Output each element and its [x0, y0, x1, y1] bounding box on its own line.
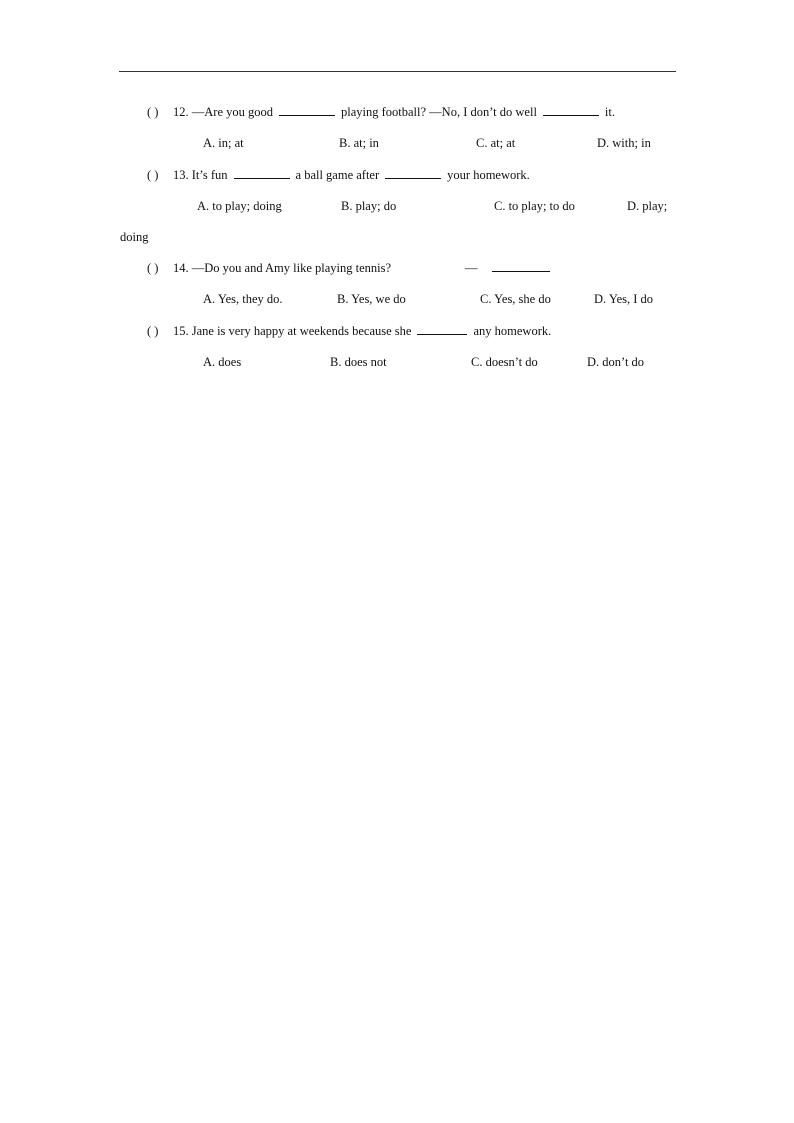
option-b: B. play; do	[341, 199, 397, 213]
option-d: D. Yes, I do	[594, 292, 654, 306]
answer-paren: ( )	[147, 168, 159, 182]
question-15-stem: 15. Jane is very happy at weekends because she any homework.	[173, 324, 552, 338]
question-13	[0, 167, 794, 183]
option-a: A. Yes, they do.	[203, 292, 283, 306]
option-a: A. does	[203, 355, 242, 369]
question-12	[0, 104, 794, 120]
option-b: B. at; in	[339, 136, 379, 150]
answer-paren: ( )	[147, 324, 159, 338]
answer-blank	[234, 167, 290, 179]
answer-blank	[385, 167, 441, 179]
question-14-stem: 14. —Do you and Amy like playing tennis?	[173, 261, 392, 275]
option-d: D. play;	[627, 199, 668, 213]
answer-blank	[543, 104, 599, 116]
option-c: C. doesn’t do	[471, 355, 538, 369]
question-14	[0, 260, 794, 276]
option-c: C. to play; to do	[494, 199, 575, 213]
answer-blank	[279, 104, 335, 116]
option-a: A. in; at	[203, 136, 244, 150]
question-15	[0, 323, 794, 339]
question-15-options	[0, 354, 794, 370]
answer-paren: ( )	[147, 261, 159, 275]
option-b: B. does not	[330, 355, 387, 369]
question-13-options	[0, 198, 794, 214]
answer-paren: ( )	[147, 105, 159, 119]
option-d-wrap: doing	[120, 230, 149, 244]
option-d: D. with; in	[597, 136, 651, 150]
question-14-options	[0, 291, 794, 307]
header-rule	[119, 71, 676, 72]
option-d: D. don’t do	[587, 355, 645, 369]
question-12-stem: 12. —Are you good playing football? —No, I don’t do well it.	[173, 105, 615, 119]
option-b: B. Yes, we do	[337, 292, 406, 306]
question-14-response: —	[465, 260, 556, 276]
answer-blank	[417, 323, 467, 335]
option-a: A. to play; doing	[197, 199, 282, 213]
option-c: C. at; at	[476, 136, 516, 150]
answer-blank	[492, 260, 550, 272]
question-12-options	[0, 135, 794, 151]
question-13-stem: 13. It’s fun a ball game after your homework.	[173, 168, 530, 182]
option-c: C. Yes, she do	[480, 292, 551, 306]
